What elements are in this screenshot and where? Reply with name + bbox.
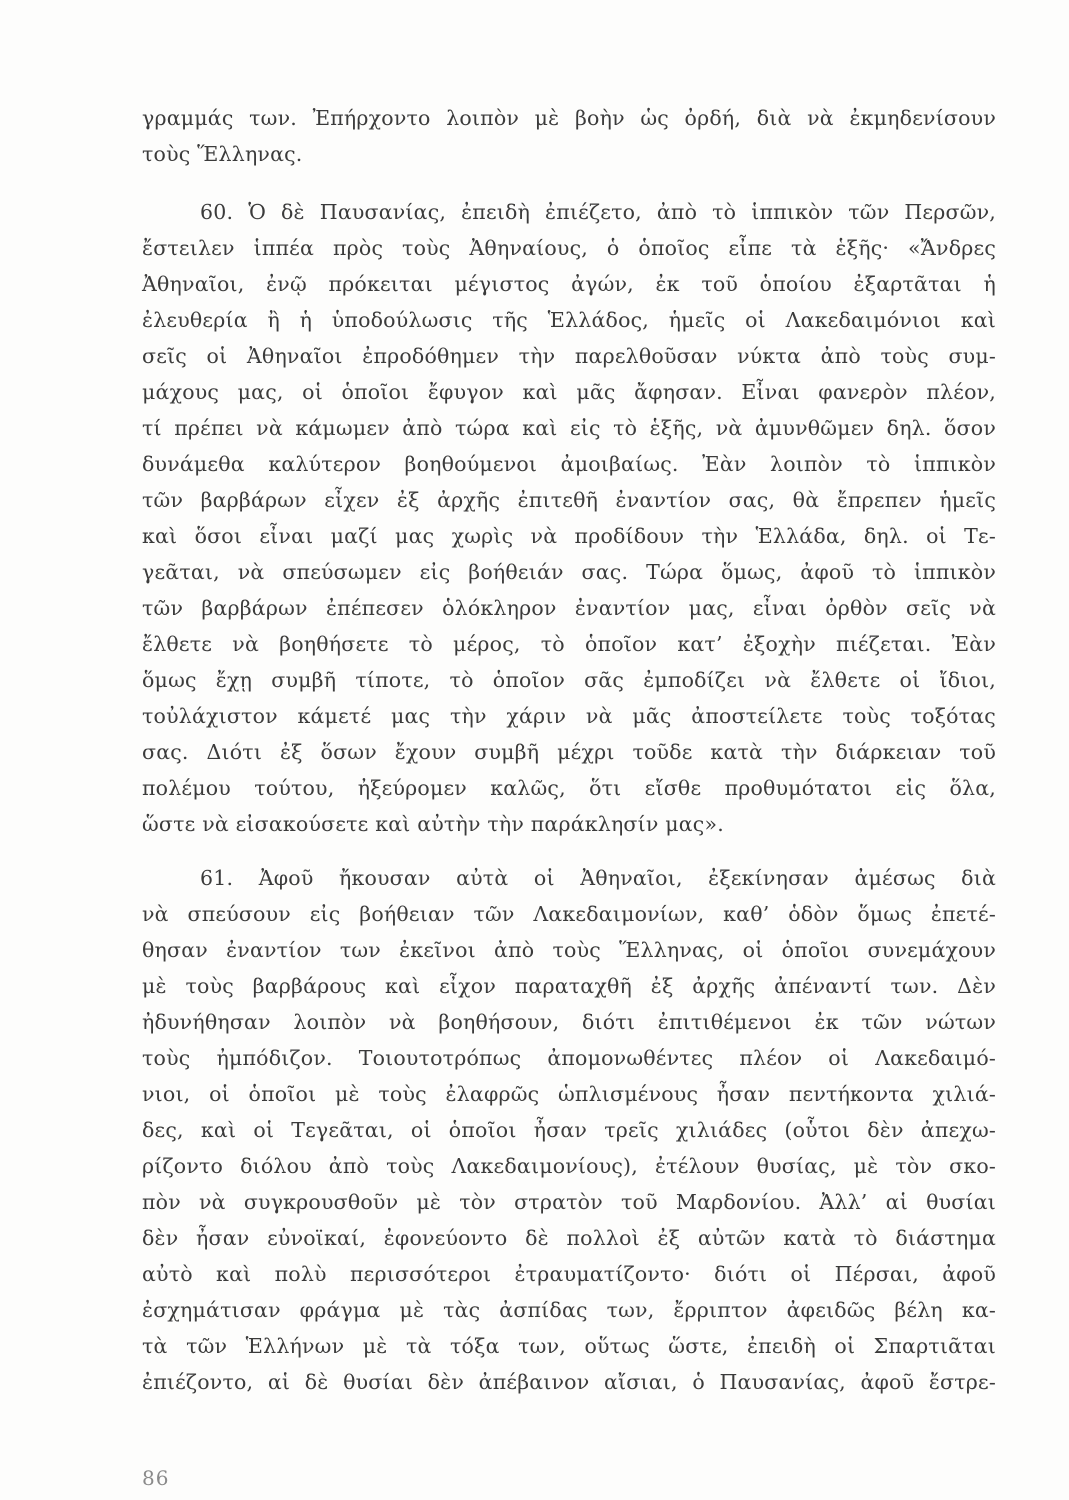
text-line: τί πρέπει νὰ κάμωμεν ἀπὸ τώρα καὶ εἰς τὸ ἑξῆς, νὰ ἀμυνθῶμεν δηλ. ὅσον (142, 416, 996, 440)
text-line: ὥστε νὰ εἰσακούσετε καὶ αὐτὴν τὴν παράκλησίν μας». (142, 812, 724, 836)
text-line: θησαν ἐναντίον των ἐκεῖνοι ἀπὸ τοὺς Ἕλληνας, οἱ ὁποῖοι συνεμάχουν (142, 938, 996, 962)
text-line: Ἀθηναῖοι, ἐνῷ πρόκειται μέγιστος ἀγών, ἐκ τοῦ ὁποίου ἐξαρτᾶται ἡ (142, 272, 996, 296)
text-line: ἐπιέζοντο, αἱ δὲ θυσίαι δὲν ἀπέβαινον αἴσιαι, ὁ Παυσανίας, ἀφοῦ ἔστρε- (142, 1370, 996, 1394)
text-line: πὸν νὰ συγκρουσθοῦν μὲ τὸν στρατὸν τοῦ Μαρδονίου. Ἀλλ’ αἱ θυσίαι (142, 1190, 996, 1214)
text-line: γραμμάς των. Ἐπήρχοντο λοιπὸν μὲ βοὴν ὡς ὀρδή, διὰ νὰ ἐκμηδενίσουν (142, 106, 996, 130)
text-line: σας. Διότι ἐξ ὅσων ἔχουν συμβῆ μέχρι τοῦδε κατὰ τὴν διάρκειαν τοῦ (142, 740, 996, 764)
text-line: τοὺς Ἕλληνας. (142, 142, 303, 166)
text-line: μάχους μας, οἱ ὁποῖοι ἔφυγον καὶ μᾶς ἄφησαν. Εἶναι φανερὸν πλέον, (142, 380, 996, 404)
page-number: 86 (142, 1466, 170, 1490)
text-line: ἐλευθερία ἢ ἡ ὑποδούλωσις τῆς Ἑλλάδος, ἡμεῖς οἱ Λακεδαιμόνιοι καὶ (142, 308, 996, 332)
text-line: δὲν ἦσαν εὐνοϊκαί, ἐφονεύοντο δὲ πολλοὶ ἐξ αὐτῶν κατὰ τὸ διάστημα (142, 1226, 996, 1250)
text-line: τὰ τῶν Ἑλλήνων μὲ τὰ τόξα των, οὕτως ὥστε, ἐπειδὴ οἱ Σπαρτιᾶται (142, 1334, 996, 1358)
text-line: ἠδυνήθησαν λοιπὸν νὰ βοηθήσουν, διότι ἐπιτιθέμενοι ἐκ τῶν νώτων (142, 1010, 996, 1034)
text-line: τῶν βαρβάρων ἐπέπεσεν ὁλόκληρον ἐναντίον μας, εἶναι ὀρθὸν σεῖς νὰ (142, 596, 996, 620)
text-line: νὰ σπεύσουν εἰς βοήθειαν τῶν Λακεδαιμονίων, καθ’ ὁδὸν ὅμως ἐπετέ- (142, 902, 996, 926)
text-line: δες, καὶ οἱ Τεγεᾶται, οἱ ὁποῖοι ἦσαν τρεῖς χιλιάδες (οὗτοι δὲν ἀπεχω- (142, 1118, 996, 1142)
text-line: καὶ ὅσοι εἶναι μαζί μας χωρὶς νὰ προδίδουν τὴν Ἑλλάδα, δηλ. οἱ Τε- (142, 524, 996, 548)
text-line: ρίζοντο διόλου ἀπὸ τοὺς Λακεδαιμονίους), ἐτέλουν θυσίας, μὲ τὸν σκο- (142, 1154, 996, 1178)
text-line: τῶν βαρβάρων εἶχεν ἐξ ἀρχῆς ἐπιτεθῆ ἐναντίον σας, θὰ ἔπρεπεν ἡμεῖς (142, 488, 996, 512)
text-line: πολέμου τούτου, ἠξεύρομεν καλῶς, ὅτι εἴσθε προθυμότατοι εἰς ὅλα, (142, 776, 996, 800)
text-line: ἔστειλεν ἱππέα πρὸς τοὺς Ἀθηναίους, ὁ ὁποῖος εἶπε τὰ ἑξῆς· «Ἄνδρες (142, 236, 996, 260)
text-line: ὅμως ἔχῃ συμβῆ τίποτε, τὸ ὁποῖον σᾶς ἐμποδίζει νὰ ἔλθετε οἱ ἴδιοι, (142, 668, 996, 692)
text-line: ἐσχημάτισαν φράγμα μὲ τὰς ἀσπίδας των, ἔρριπτον ἀφειδῶς βέλη κα- (142, 1298, 996, 1322)
text-line: σεῖς οἱ Ἀθηναῖοι ἐπροδόθημεν τὴν παρελθοῦσαν νύκτα ἀπὸ τοὺς συμ- (142, 344, 996, 368)
text-line: αὐτὸ καὶ πολὺ περισσότεροι ἐτραυματίζοντο· διότι οἱ Πέρσαι, ἀφοῦ (142, 1262, 996, 1286)
text-line: ἔλθετε νὰ βοηθήσετε τὸ μέρος, τὸ ὁποῖον κατ’ ἐξοχὴν πιέζεται. Ἐὰν (142, 632, 996, 656)
text-line: τοὐλάχιστον κάμετέ μας τὴν χάριν νὰ μᾶς ἀποστείλετε τοὺς τοξότας (142, 704, 996, 728)
text-line: νιοι, οἱ ὁποῖοι μὲ τοὺς ἐλαφρῶς ὡπλισμένους ἦσαν πεντήκοντα χιλιά- (142, 1082, 996, 1106)
text-line: δυνάμεθα καλύτερον βοηθούμενοι ἀμοιβαίως. Ἐὰν λοιπὸν τὸ ἱππικὸν (142, 452, 996, 476)
section-60-start: 60. Ὁ δὲ Παυσανίας, ἐπειδὴ ἐπιέζετο, ἀπὸ τὸ ἱππικὸν τῶν Περσῶν, (200, 200, 996, 224)
section-61-start: 61. Ἀφοῦ ἤκουσαν αὐτὰ οἱ Ἀθηναῖοι, ἐξεκίνησαν ἀμέσως διὰ (200, 866, 996, 890)
text-line: γεᾶται, νὰ σπεύσωμεν εἰς βοήθειάν σας. Τώρα ὅμως, ἀφοῦ τὸ ἱππικὸν (142, 560, 996, 584)
text-line: τοὺς ἠμπόδιζον. Τοιουτοτρόπως ἀπομονωθέντες πλέον οἱ Λακεδαιμό- (142, 1046, 996, 1070)
text-line: μὲ τοὺς βαρβάρους καὶ εἶχον παραταχθῆ ἐξ ἀρχῆς ἀπέναντί των. Δὲν (142, 974, 996, 998)
